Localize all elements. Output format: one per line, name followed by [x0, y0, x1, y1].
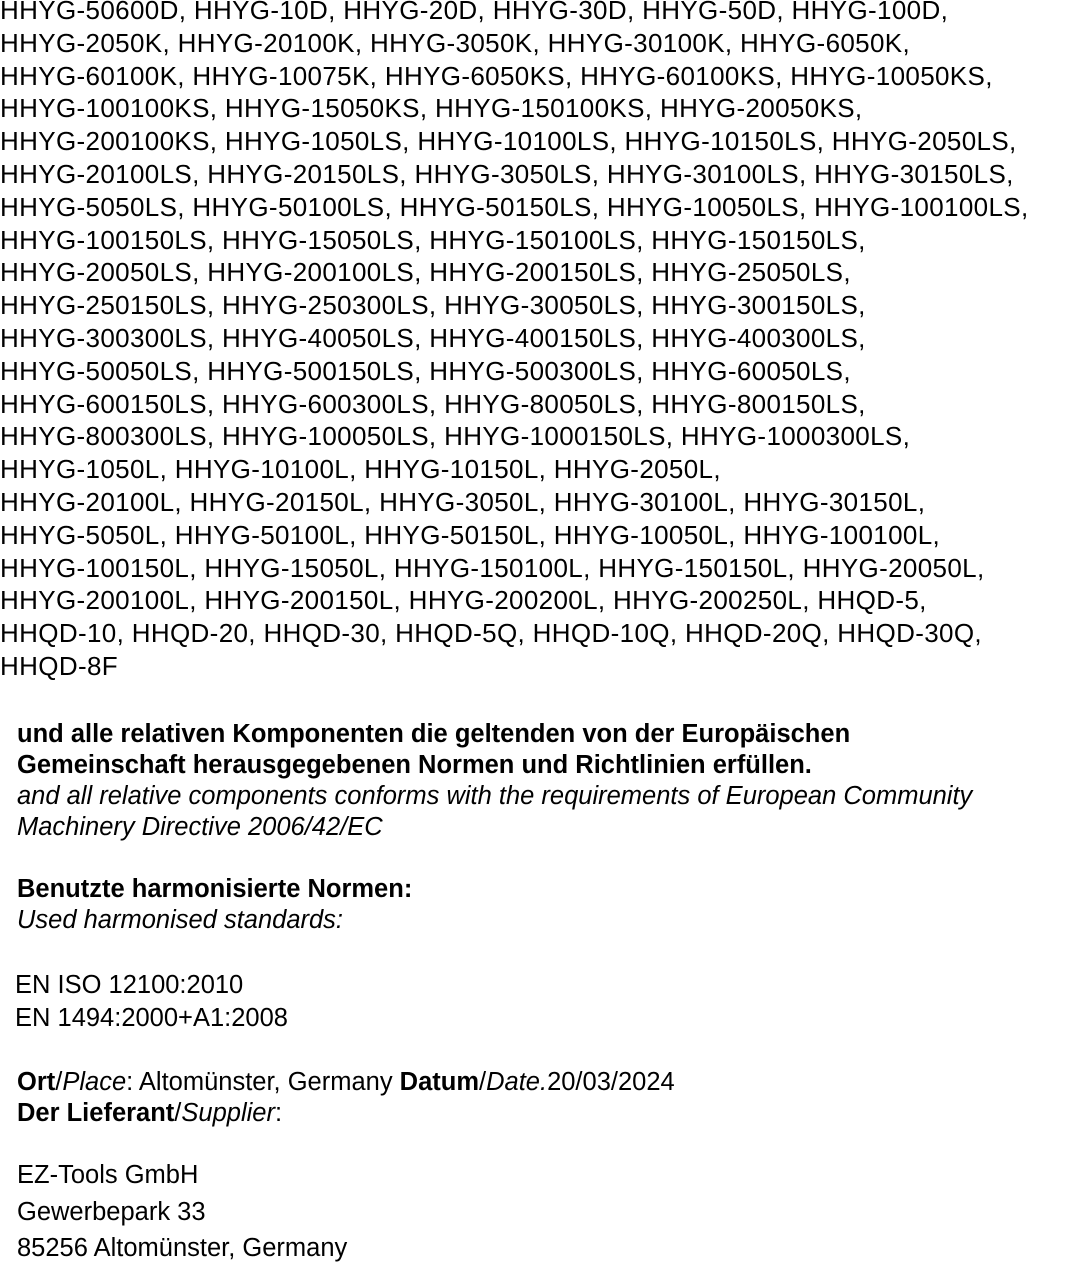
compliance-de-line-2: Gemeinschaft herausgegebenen Normen und Richtlinien erfüllen.	[17, 751, 812, 779]
date-label: Date.	[486, 1068, 548, 1096]
model-list-line: HHQD-8F	[0, 650, 119, 681]
datum-label: Datum	[399, 1068, 480, 1096]
separator: /	[174, 1099, 182, 1127]
model-list-line: HHYG-200100L, HHYG-200150L, HHYG-200200L, HHYG-200250L, HHQD-5,	[0, 585, 927, 616]
model-list-line: HHYG-20100L, HHYG-20150L, HHYG-3050L, HHYG-30100L, HHYG-30150L,	[0, 486, 926, 517]
model-list-line: HHYG-50600D, HHYG-10D, HHYG-20D, HHYG-30D, HHYG-50D, HHYG-100D,	[0, 0, 949, 25]
compliance-en-line-1: and all relative components conforms with the requirements of European Community	[17, 782, 973, 810]
model-list-line: HHYG-100150L, HHYG-15050L, HHYG-150100L, HHYG-150150L, HHYG-20050L,	[0, 552, 985, 583]
supplier-address	[17, 1157, 347, 1267]
model-list-line: HHYG-250150LS, HHYG-250300LS, HHYG-30050LS, HHYG-300150LS,	[0, 290, 866, 321]
supplier-en-label: Supplier	[181, 1099, 275, 1127]
place-date-block	[17, 1067, 675, 1129]
model-list-line: HHYG-800300LS, HHYG-100050LS, HHYG-1000150LS, HHYG-1000300LS,	[0, 421, 911, 452]
supplier-de-label: Der Lieferant	[17, 1099, 175, 1127]
model-list-line: HHYG-600150LS, HHYG-600300LS, HHYG-80050LS, HHYG-800150LS,	[0, 388, 866, 419]
model-list-line: HHYG-20050LS, HHYG-200100LS, HHYG-200150LS, HHYG-25050LS,	[0, 257, 851, 288]
model-list-line: HHYG-50050LS, HHYG-500150LS, HHYG-500300LS, HHYG-60050LS,	[0, 355, 851, 386]
place-label: Place	[62, 1068, 127, 1096]
compliance-en-line-2: Machinery Directive 2006/42/EC	[17, 813, 383, 841]
model-list-line: HHYG-100100KS, HHYG-15050KS, HHYG-150100KS, HHYG-20050KS,	[0, 93, 863, 124]
model-list-line: HHYG-20100LS, HHYG-20150LS, HHYG-3050LS, HHYG-30100LS, HHYG-30150LS,	[0, 158, 1014, 189]
standards-heading-en: Used harmonised standards:	[17, 906, 344, 934]
model-list-line: HHYG-5050L, HHYG-50100L, HHYG-50150L, HHYG-10050L, HHYG-100100L,	[0, 519, 941, 550]
standards-heading	[17, 874, 412, 936]
model-list-line: HHYG-300300LS, HHYG-40050LS, HHYG-400150LS, HHYG-400300LS,	[0, 322, 866, 353]
separator: /	[55, 1068, 63, 1096]
standard-item: EN ISO 12100:2010	[15, 971, 244, 999]
standard-item: EN 1494:2000+A1:2008	[15, 1004, 288, 1032]
compliance-de-line-1: und alle relativen Komponenten die geltenden von der Europäischen	[17, 720, 851, 748]
city-address: 85256 Altomünster, Germany	[17, 1234, 348, 1262]
ort-label: Ort	[17, 1068, 56, 1096]
date-value: 20/03/2024	[547, 1068, 675, 1096]
supplier-colon: :	[274, 1099, 283, 1127]
model-list-line: HHYG-2050K, HHYG-20100K, HHYG-3050K, HHYG-30100K, HHYG-6050K,	[0, 27, 911, 58]
place-date-line	[17, 1067, 675, 1098]
model-list-line: HHYG-60100K, HHYG-10075K, HHYG-6050KS, HHYG-60100KS, HHYG-10050KS,	[0, 60, 993, 91]
standards-list	[15, 969, 288, 1035]
model-list-line: HHYG-200100KS, HHYG-1050LS, HHYG-10100LS, HHYG-10150LS, HHYG-2050LS,	[0, 126, 1017, 157]
compliance-statement	[17, 719, 972, 843]
model-list-line: HHQD-10, HHQD-20, HHQD-30, HHQD-5Q, HHQD-10Q, HHQD-20Q, HHQD-30Q,	[0, 618, 983, 649]
supplier-line	[17, 1098, 675, 1129]
separator: /	[479, 1068, 487, 1096]
place-colon: :	[126, 1068, 139, 1096]
model-list-line: HHYG-1050L, HHYG-10100L, HHYG-10150L, HHYG-2050L,	[0, 454, 721, 485]
place-value: Altomünster, Germany	[138, 1068, 400, 1096]
standards-heading-de: Benutzte harmonisierte Normen:	[17, 875, 413, 903]
street-address: Gewerbepark 33	[17, 1197, 206, 1226]
model-list-line: HHYG-100150LS, HHYG-15050LS, HHYG-150100LS, HHYG-150150LS,	[0, 224, 866, 255]
company-name: EZ-Tools GmbH	[17, 1161, 199, 1189]
model-list-line: HHYG-5050LS, HHYG-50100LS, HHYG-50150LS, HHYG-10050LS, HHYG-100100LS,	[0, 191, 1029, 222]
